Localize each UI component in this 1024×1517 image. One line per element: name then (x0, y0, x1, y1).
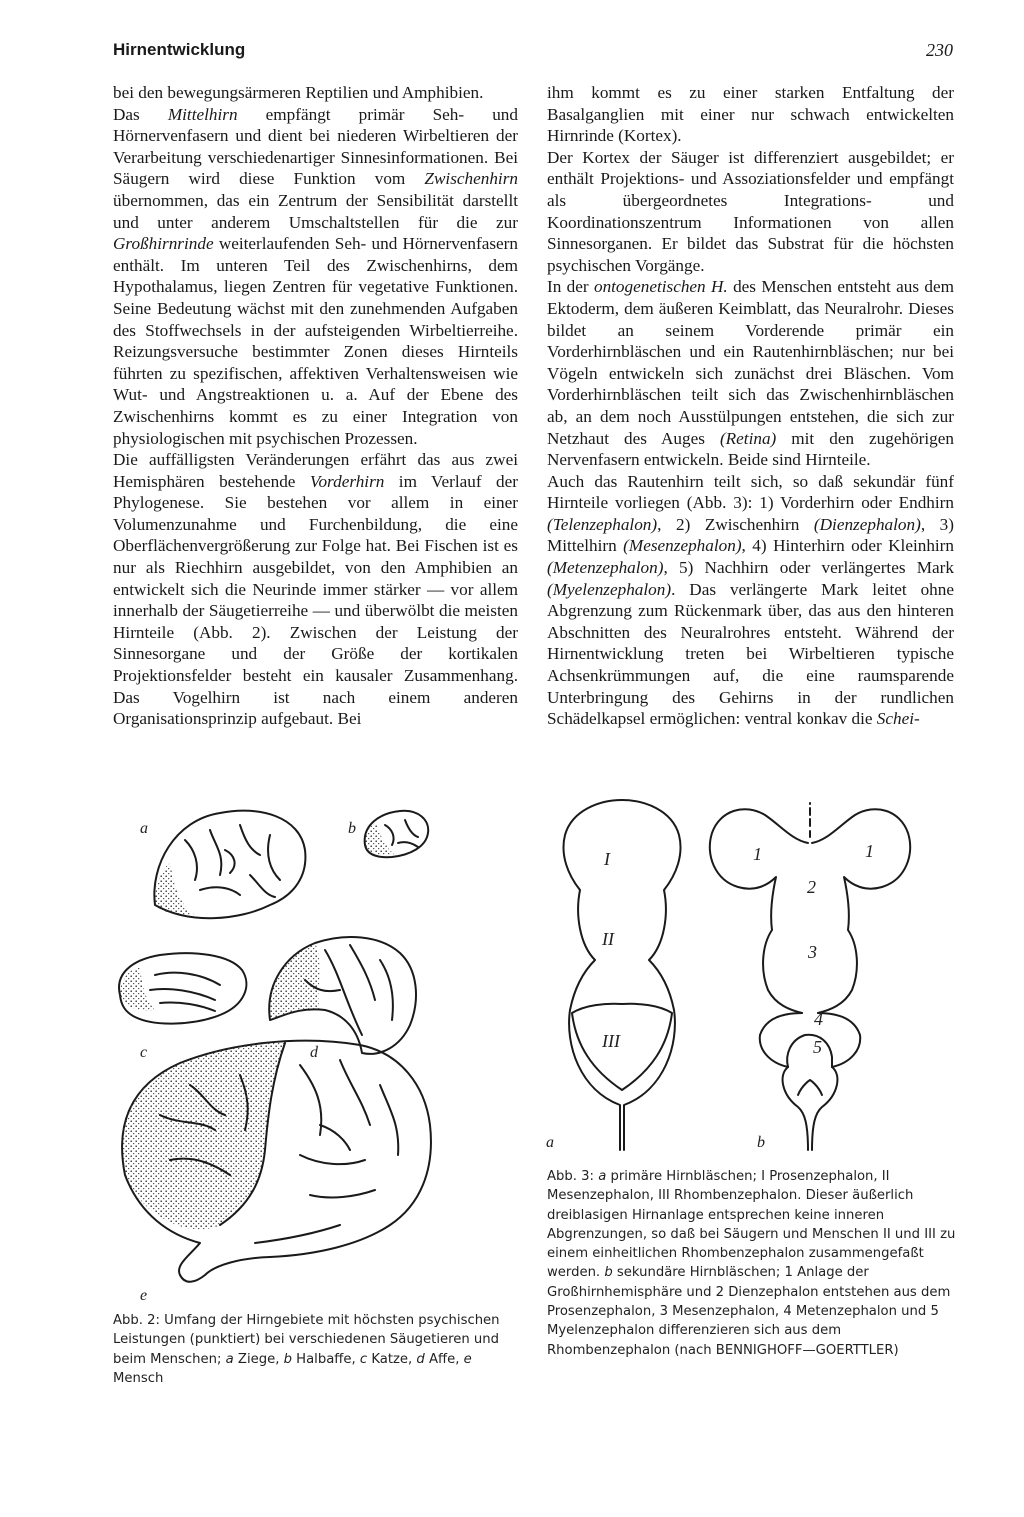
number-label: 4 (814, 1009, 823, 1029)
page-number: 230 (926, 40, 953, 60)
brain-cat (119, 953, 246, 1023)
brain-human (122, 1041, 431, 1282)
number-label: 1 (753, 844, 762, 864)
brain-halfmonkey (365, 811, 429, 857)
figure-label: c (140, 1044, 148, 1061)
figure-label: d (310, 1044, 318, 1061)
roman-label: I (604, 849, 610, 869)
paragraph: ihm kommt es zu einer starken Entfaltung der Basalganglien mit einer nur schwach entwickelten Hirnrinde (Kortex). (547, 83, 954, 146)
figure-3-brain-vesicles (540, 795, 960, 1160)
figure-label: b (348, 820, 356, 837)
figure-2-caption: Abb. 2: Umfang der Hirngebiete mit höchsten psychischen Leistungen (punktiert) bei verschiedenen Säugetieren und beim Menschen; a Ziege, b Halbaffe, c Katze, d Affe, e Mensch (113, 1313, 500, 1386)
paragraph: In der ontogenetischen H. des Menschen entsteht aus dem Ektoderm, dem äußeren Keimblatt, das Neuralrohr. Dieses bildet an seinem Vorderende primär ein Vorderhirnbläschen und ein Rautenhirnbläschen; nur bei Vögeln entwickeln sich zunächst drei Bläschen. Vom Vorderhirnbläschen teilt sich das Zwischenhirnbläschen ab, an dem noch Ausstülpungen entstehen, die sich zur Netzhaut des Auges (Retina) mit den zugehörigen Nervenfasern entwickeln. Beide sind Hirnteile. (547, 277, 954, 470)
figure-label: a (140, 820, 148, 837)
paragraph: Die auffälligsten Veränderungen erfährt das aus zwei Hemisphären bestehende Vorderhirn im Verlauf der Phylogenese. Sie bestehen vor allem in einer Volumenzunahme und Furchenbildung, die eine Oberflächenvergrößerung zur Folge hat. Bei Fischen ist es nur als Riechhirn ausgebildet, von den Amphibien an entwickelt sich die Neurinde immer stärker — vor allem innerhalb der Säugetierreihe — und überwölbt die meisten Hirnteile (Abb. 2). Zwischen der Leistung der Sinnesorgane und der Größe der kortikalen Projektionsfelder besteht ein kausaler Zusammenhang. Das Vogelhirn ist nach einem anderen Organisationsprinzip aufgebaut. Bei (113, 450, 519, 729)
left-text-column (113, 82, 518, 730)
number-label: 5 (813, 1037, 822, 1057)
number-label: 3 (808, 942, 817, 962)
primary-vesicles (563, 800, 680, 1150)
number-label: 1 (865, 841, 874, 861)
running-header-title: Hirnentwicklung (113, 40, 246, 59)
figure-3-caption: Abb. 3: a primäre Hirnbläschen; I Prosenzephalon, II Mesenzephalon, III Rhombenzephalon. Dieser äußerlich dreiblasigen Hirnanlage entsprechen keine inneren Abgrenzungen, so daß bei Säugern und Menschen II und III zu einem einheitlichen Rhombenzephalon zusammengefaßt werden. b sekundäre Hirnbläschen; 1 Anlage der Großhirnhemisphäre und 2 Dienzephalon entstehen aus dem Prosenzephalon, 3 Mesenzephalon, 4 Metenzephalon und 5 Myelenzephalon differenzieren sich aus dem Rhombenzephalon (nach BENNIGHOFF—GOERTTLER) (547, 1169, 956, 1358)
figure-label: e (140, 1287, 148, 1304)
figure-2-brain-illustrations (100, 795, 540, 1305)
brain-monkey (269, 937, 416, 1054)
right-text-column (547, 82, 954, 730)
paragraph: bei den bewegungsärmeren Reptilien und Amphibien. (113, 83, 484, 102)
paragraph: Auch das Rautenhirn teilt sich, so daß sekundär fünf Hirnteile vorliegen (Abb. 3): 1) Vorderhirn oder Endhirn (Telenzephalon), 2) Zwischenhirn (Dienzephalon), 3) Mittelhirn (Mesenzephalon), 4) Hinterhirn oder Kleinhirn (Metenzephalon), 5) Nachhirn oder verlängertes Mark (Myelenzephalon). Das verlängerte Mark leitet ohne Abgrenzung zum Rückenmark über, das aus den hinteren Abschnitten des Neuralrohres entsteht. Während der Hirnentwicklung treten bei Wirbeltieren typische Achsenkrümmungen auf, die eine raumsparende Unterbringung des Gehirns in der rundlichen Schädelkapsel ermöglichen: ventral konkav die Schei- (547, 471, 955, 729)
figure-label: b (757, 1134, 765, 1151)
roman-label: II (602, 929, 614, 949)
secondary-vesicles (710, 803, 910, 1150)
number-label: 2 (807, 877, 816, 897)
paragraph: Das Mittelhirn empfängt primär Seh- und Hörnervenfasern und dient bei niederen Wirbeltieren der Verarbeitung verschiedenartiger Sinnesinformationen. Bei Säugern wird diese Funktion vom Zwischenhirn übernommen, das ein Zentrum der Sensibilität darstellt und unter anderem Umschaltstellen für die zur Großhirnrinde weiterlaufenden Seh- und Hörnervenfasern enthält. Im unteren Teil des Zwischenhirns, dem Hypothalamus, liegen Zentren für vegetative Funktionen. Seine Bedeutung wächst mit den zunehmenden Aufgaben des Stoffwechsels in der aufsteigenden Wirbeltierreihe. Reizungsversuche bestimmter Zonen dieses Hirnteils führten zu spezifischen, affektiven Verhaltensweisen wie Wut- und Angstreaktionen u. a. Auf der Ebene des Zwischenhirns kommt es zu einer Integration von physiologischen mit psychischen Prozessen. (113, 104, 518, 448)
brain-goat (154, 811, 305, 919)
paragraph: Der Kortex der Säuger ist differenziert ausgebildet; er enthält Projektions- und Assoziationsfelder und empfängt als übergeordnetes Integrations- und Koordinationszentrum Informationen von allen Sinnesorganen. Er bildet das Substrat für die höchsten psychischen Vorgänge. (547, 147, 954, 275)
figure-label: a (546, 1134, 554, 1151)
roman-label: III (602, 1031, 620, 1051)
